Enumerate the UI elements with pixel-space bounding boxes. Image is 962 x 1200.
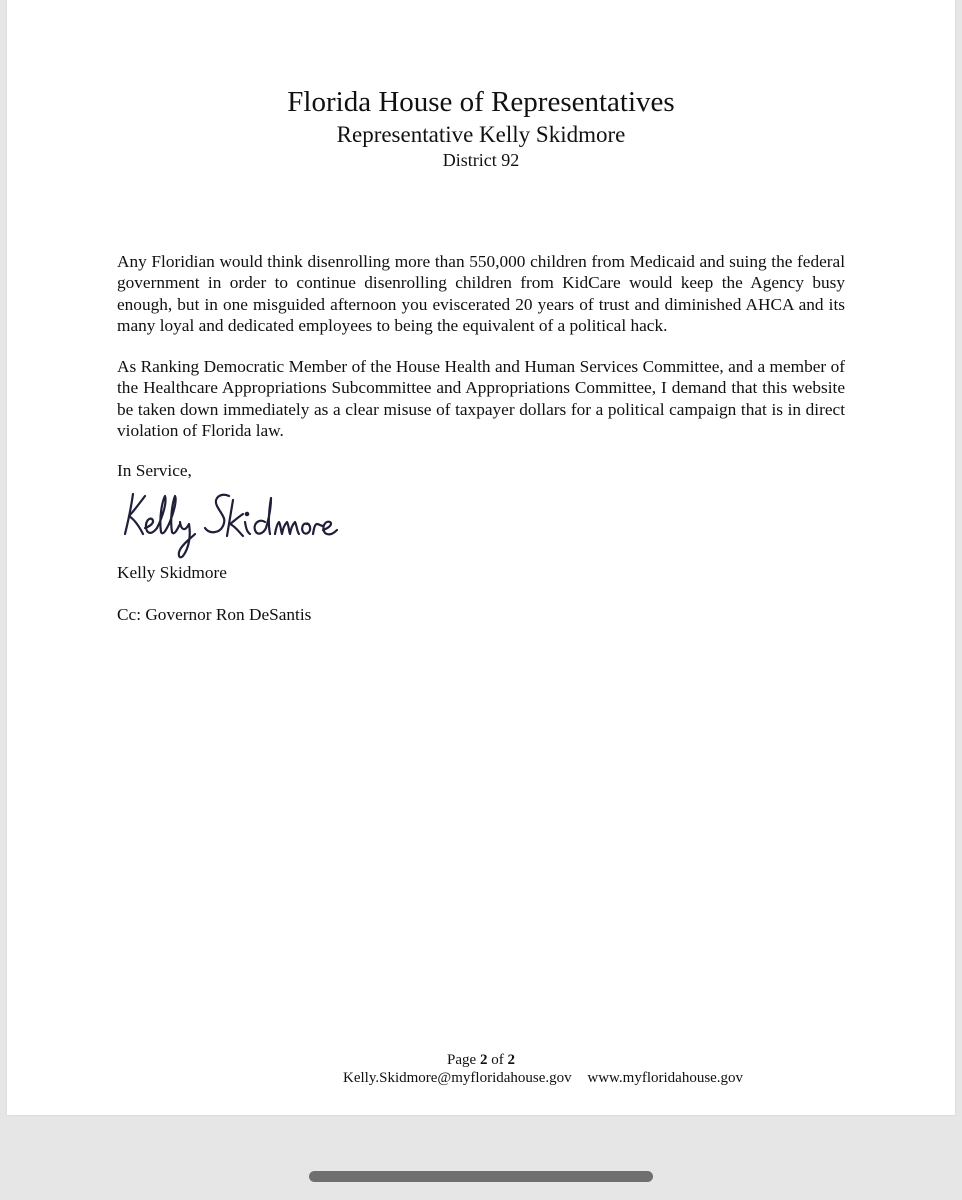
page-current: 2: [479, 1052, 488, 1068]
page-total: 2: [507, 1052, 515, 1068]
footer-contact: [343, 1068, 743, 1088]
page-of: of: [491, 1052, 504, 1068]
body-paragraph-2: As Ranking Democratic Member of the House Health and Human Services Committee, and a member of the Healthcare Appropriations Subcommittee and Appropriations Committee, I demand that this website be taken down immediately as a clear misuse of taxpayer dollars for a political campaign that is in direct violation of Florida law.: [117, 357, 845, 441]
page-label: Page: [447, 1052, 477, 1068]
closing-line: In Service,: [117, 461, 192, 480]
letter-page: [7, 0, 955, 1115]
body-paragraph-1: Any Floridian would think disenrolling more than 550,000 children from Medicaid and suing the federal government in order to continue disenrolling children from KidCare would keep the Agency busy enough, but in one misguided afternoon you eviscerated 20 years of trust and diminished AHCA and its many loyal and dedicated employees to being the equivalent of a political hack.: [117, 252, 845, 336]
footer-email: Kelly.Skidmore@myfloridahouse.gov: [343, 1070, 572, 1086]
letterhead-representative: Representative Kelly Skidmore: [336, 122, 626, 147]
letterhead-title: Florida House of Representatives: [287, 86, 675, 118]
footer-website: www.myfloridahouse.gov: [587, 1070, 744, 1086]
signer-name: Kelly Skidmore: [117, 563, 227, 582]
letterhead-district: District 92: [442, 150, 520, 170]
handwritten-signature: [119, 484, 339, 562]
cc-line: Cc: Governor Ron DeSantis: [117, 605, 312, 624]
home-indicator-bar[interactable]: [309, 1171, 653, 1182]
page-number: [7, 1050, 955, 1070]
